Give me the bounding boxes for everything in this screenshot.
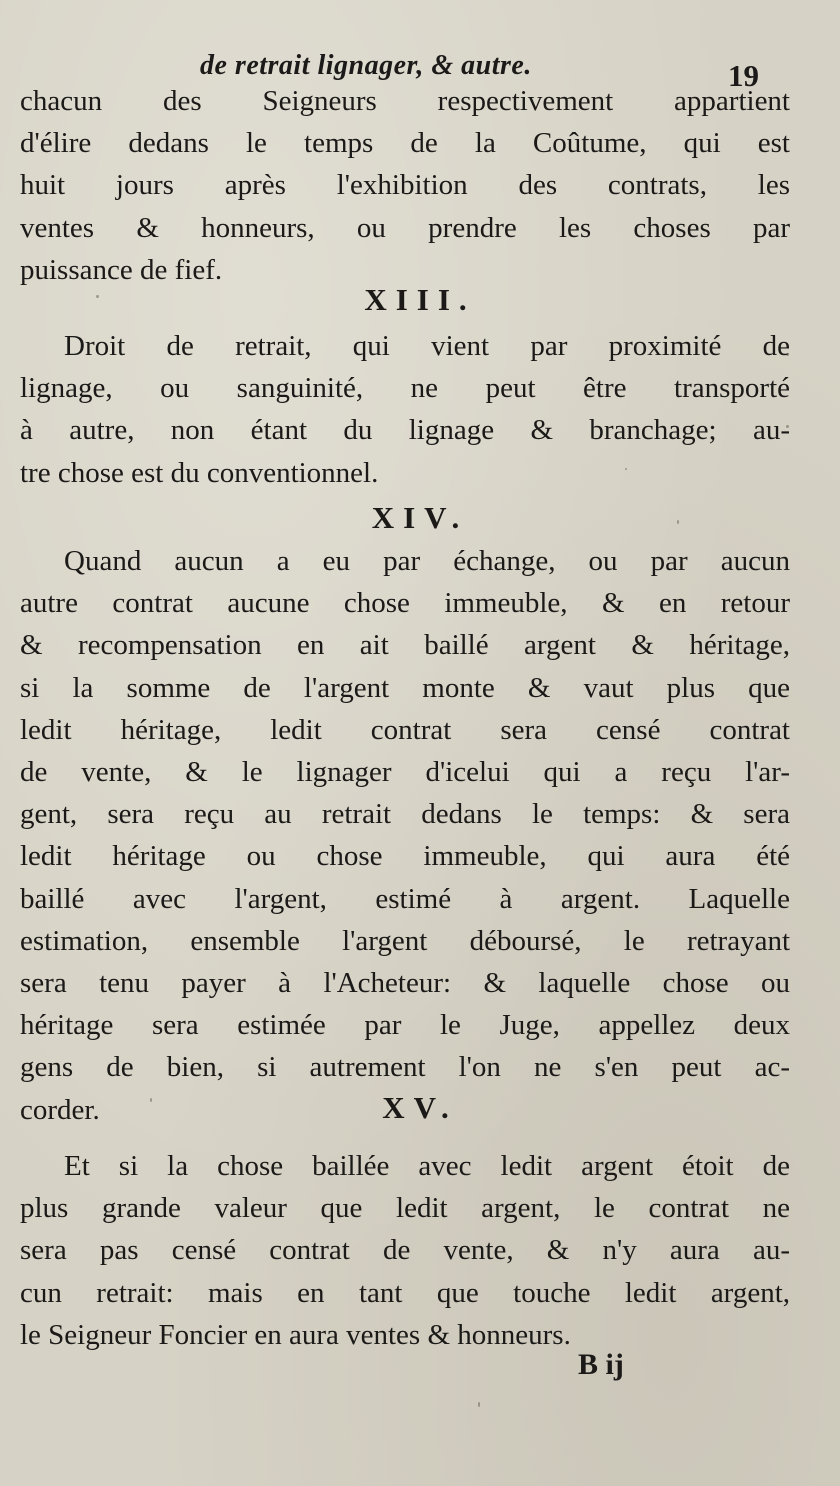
paper-speck bbox=[96, 295, 99, 298]
text-line: à autre, non étant du lignage & branchage; au- bbox=[20, 414, 790, 447]
text-line: estimation, ensemble l'argent déboursé, le retrayant bbox=[20, 924, 790, 957]
text-line: ledit héritage, ledit contrat sera censé contrat bbox=[20, 713, 790, 746]
paragraph-article-xiv bbox=[20, 540, 790, 1131]
text-line: le Seigneur Foncier en aura ventes & honneurs. bbox=[20, 1318, 571, 1351]
text-line: autre contrat aucune chose immeuble, & en retour bbox=[20, 587, 790, 620]
text-line: si la somme de l'argent monte & vaut plus que bbox=[20, 671, 790, 704]
paragraph-continuation bbox=[20, 80, 790, 291]
text-line: & recompensation en ait baillé argent & héritage, bbox=[20, 629, 790, 662]
text-line: ledit héritage ou chose immeuble, qui aura été bbox=[20, 840, 790, 873]
text-line: baillé avec l'argent, estimé à argent. Laquelle bbox=[20, 882, 790, 915]
text-line: Et si la chose baillée avec ledit argent étoit de bbox=[64, 1150, 790, 1182]
paper-speck bbox=[786, 353, 789, 356]
article-heading-xv: XV. bbox=[382, 1090, 458, 1125]
text-line: sera pas censé contrat de vente, & n'y aura au- bbox=[20, 1234, 790, 1267]
paper-speck bbox=[150, 1098, 152, 1102]
text-line: gens de bien, si autrement l'on ne s'en peut ac- bbox=[20, 1051, 790, 1084]
paper-speck bbox=[625, 468, 627, 470]
paper-speck bbox=[677, 520, 679, 524]
text-line: Droit de retrait, qui vient par proximité de bbox=[64, 330, 790, 362]
text-line: gent, sera reçu au retrait dedans le temps: & sera bbox=[20, 798, 790, 831]
page-number: 19 bbox=[728, 58, 759, 93]
text-line: puissance de fief. bbox=[20, 253, 223, 286]
text-line: tre chose est du conventionnel. bbox=[20, 456, 379, 489]
paper-speck bbox=[786, 425, 789, 428]
article-heading-xiv: XIV. bbox=[371, 500, 469, 535]
text-line: héritage sera estimée par le Juge, appellez deux bbox=[20, 1009, 790, 1042]
text-line: d'élire dedans le temps de la Coûtume, qui est bbox=[20, 127, 790, 160]
text-line: Quand aucun a eu par échange, ou par aucun bbox=[64, 545, 790, 577]
paragraph-article-xiii bbox=[20, 325, 790, 494]
article-heading-xiii: XIII. bbox=[364, 282, 476, 317]
text-line: ventes & honneurs, ou prendre les choses par bbox=[20, 211, 790, 244]
text-line: corder. bbox=[20, 1093, 100, 1126]
text-line: plus grande valeur que ledit argent, le contrat ne bbox=[20, 1192, 790, 1225]
text-line: cun retrait: mais en tant que touche ledit argent, bbox=[20, 1276, 790, 1309]
text-line: lignage, ou sanguinité, ne peut être transporté bbox=[20, 372, 790, 405]
paragraph-article-xv bbox=[20, 1145, 790, 1356]
text-line: de vente, & le lignager d'icelui qui a reçu l'ar- bbox=[20, 756, 790, 789]
text-line: huit jours après l'exhibition des contrats, les bbox=[20, 169, 790, 202]
running-head: de retrait lignager, & autre. bbox=[200, 50, 532, 81]
paper-speck bbox=[478, 1402, 480, 1407]
signature-mark: B ij bbox=[578, 1348, 624, 1381]
text-line: sera tenu payer à l'Acheteur: & laquelle chose ou bbox=[20, 967, 790, 1000]
text-line: chacun des Seigneurs respectivement appartient bbox=[20, 85, 790, 117]
